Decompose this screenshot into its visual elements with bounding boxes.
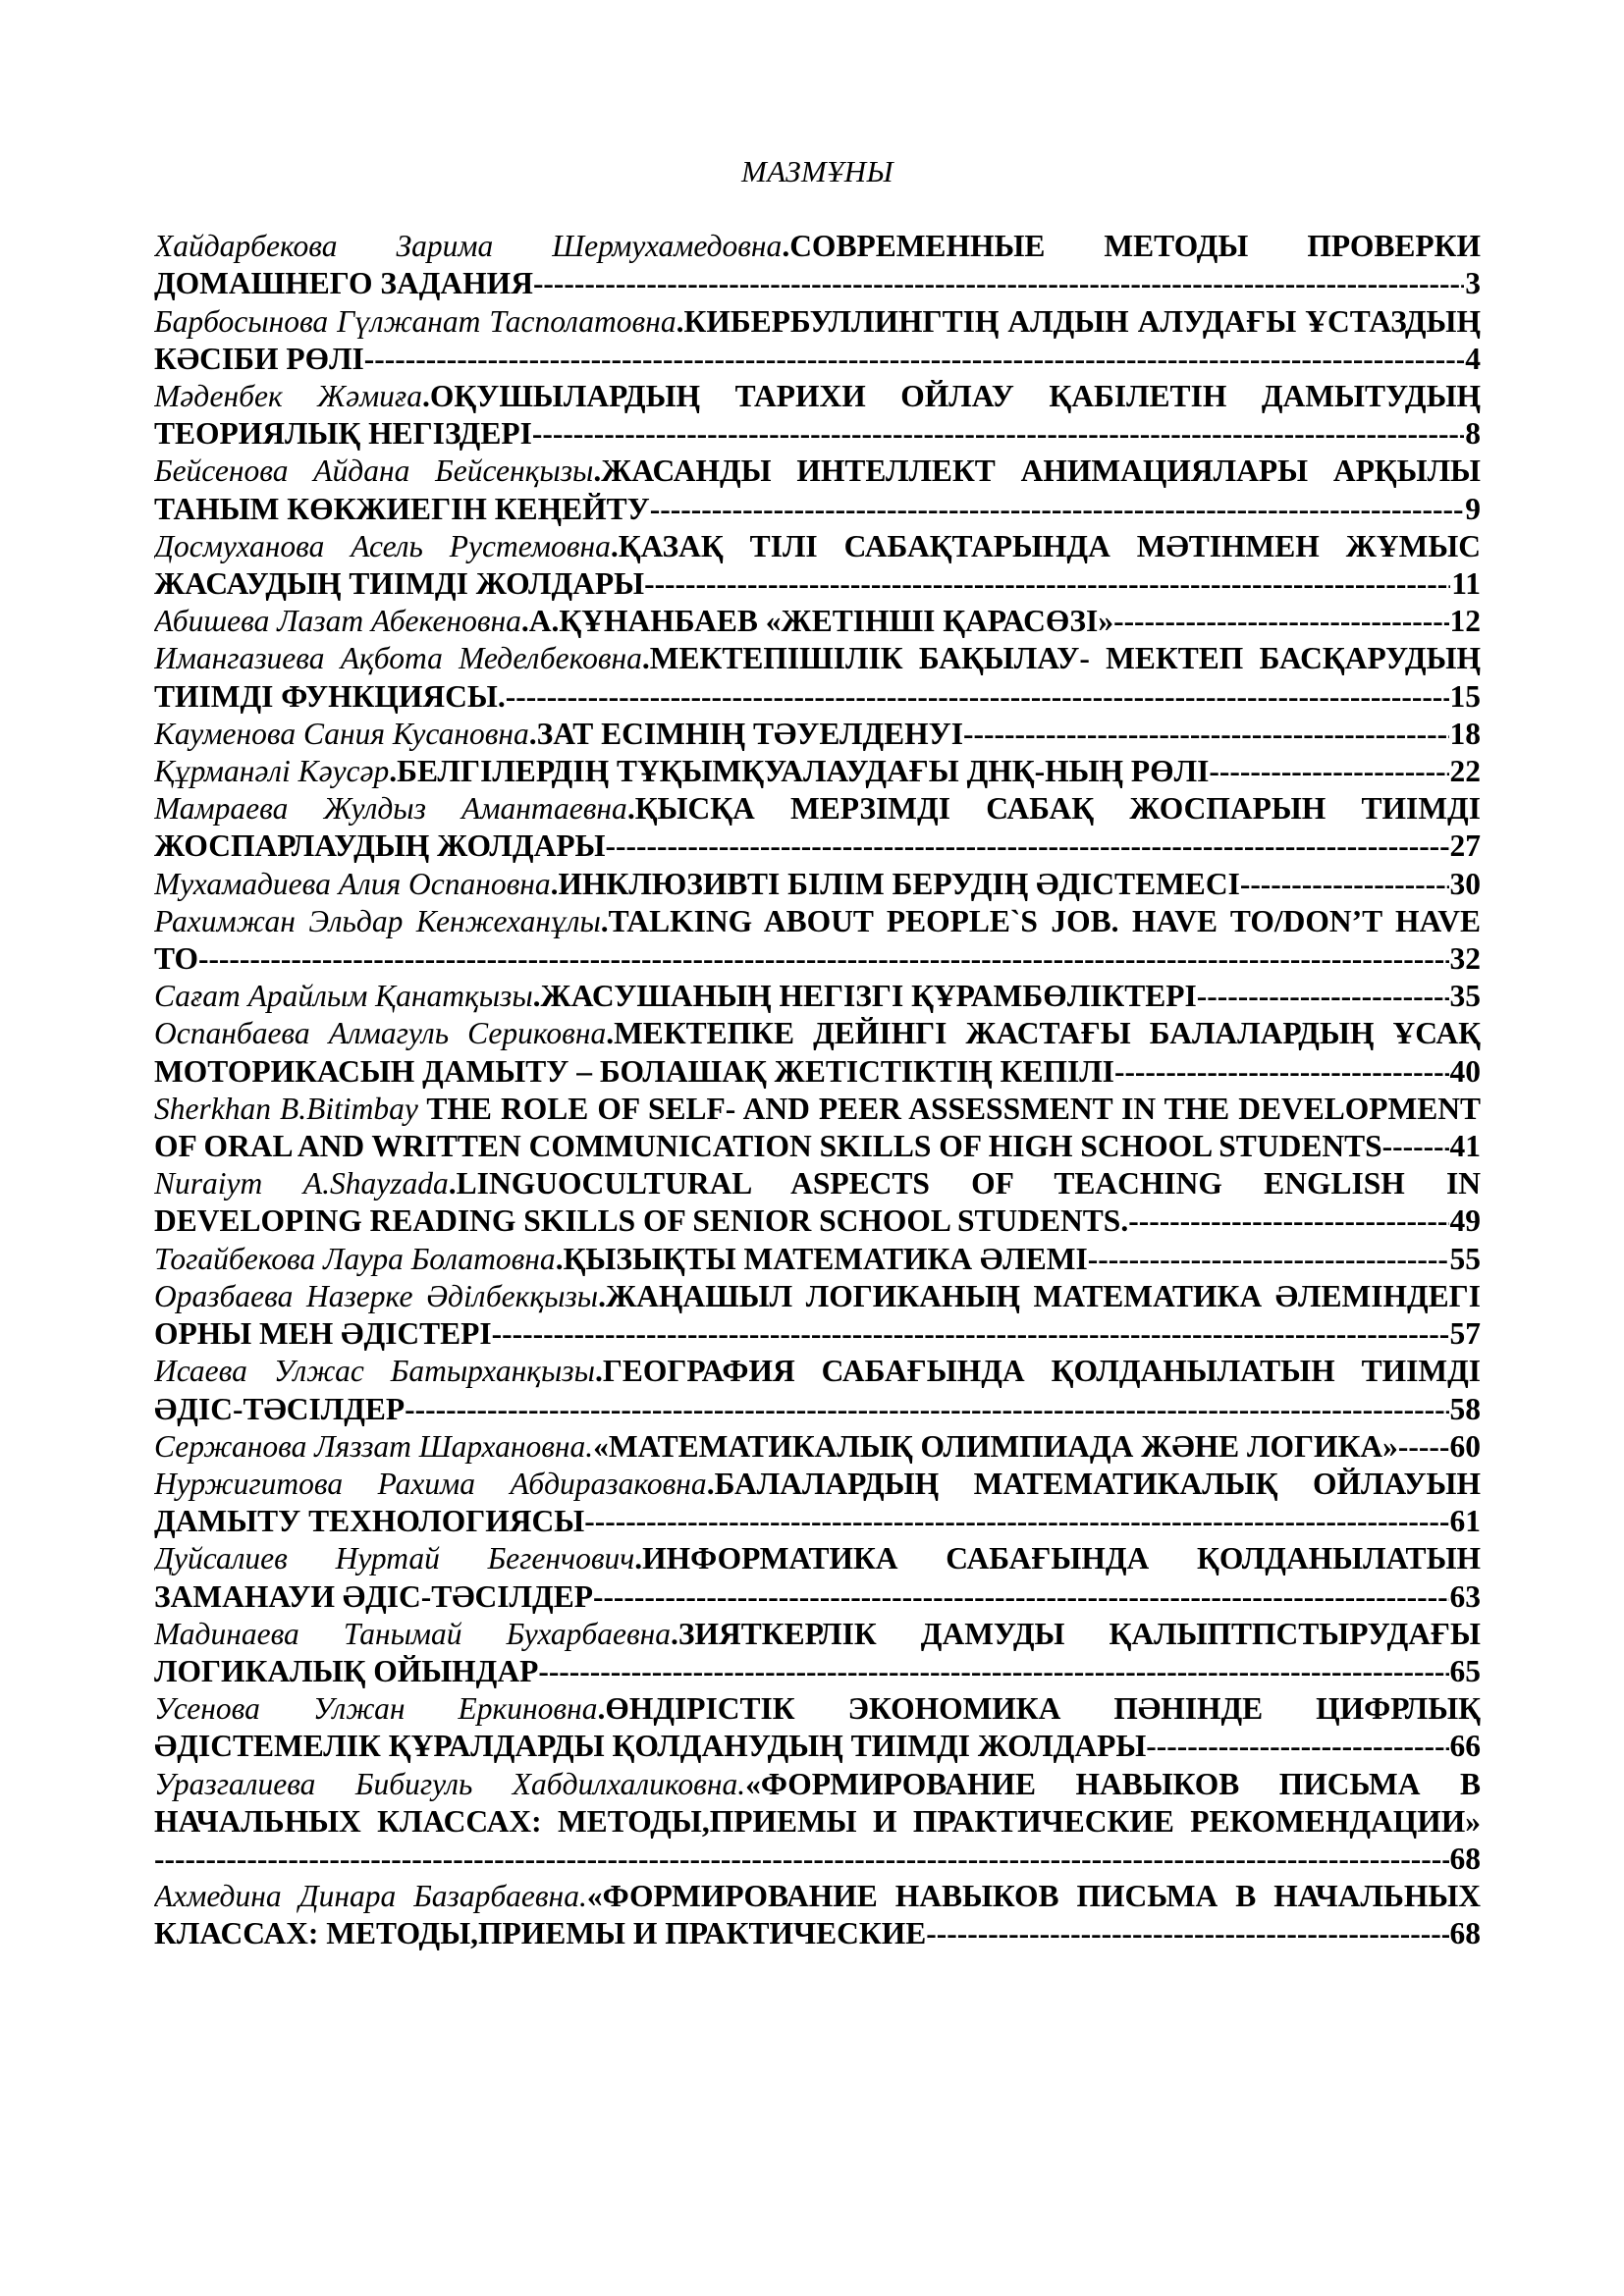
dash-leader [1197, 978, 1268, 1015]
toc-entry [154, 1165, 1481, 1240]
dash-leader [154, 1841, 225, 1878]
dash-leader [963, 716, 1034, 753]
entry-title: .МЕКТЕПІШІЛІК БАҚЫЛАУ- МЕКТЕП БАСҚАРУДЫҢ ТИІМДІ ФУНКЦИЯСЫ. [154, 641, 1481, 714]
entry-title: .ҚЫЗЫҚТЫ МАТЕМАТИКА ӘЛЕМІ [555, 1241, 1088, 1276]
entry-author: Nuraiym A.Shayzada [154, 1166, 449, 1201]
toc-entry [154, 228, 1481, 302]
table-of-contents [154, 228, 1481, 1952]
dash-leader [1128, 1202, 1199, 1240]
entry-author: Құрманәлі Кәусәр [154, 754, 390, 789]
toc-entry [154, 1091, 1481, 1165]
toc-entry [154, 603, 1481, 640]
toc-entry [154, 1690, 1481, 1765]
dash-leader [533, 265, 604, 302]
dash-leader [492, 1315, 563, 1353]
entry-author: Барбосынова Гүлжанат Тасполатовна [154, 303, 677, 339]
entry-author: Оспанбаева Алмагуль Сериковна [154, 1016, 607, 1051]
entry-page-number: 68 [1449, 1915, 1482, 1952]
entry-title: «ФОРМИРОВАНИЕ НАВЫКОВ ПИСЬМА В НАЧАЛЬНЫХ КЛАССАХ: МЕТОДЫ,ПРИЕМЫ И ПРАКТИЧЕСКИЕ РЕКОМЕНДАЦИИ» [154, 1766, 1481, 1839]
entry-title: .ЖАСАНДЫ ИНТЕЛЛЕКТ АНИМАЦИЯЛАРЫ АРҚЫЛЫ ТАНЫМ КӨКЖИЕГІН КЕҢЕЙТУ [154, 454, 1481, 526]
toc-entry [154, 1278, 1481, 1353]
entry-title: .ҚАЗАҚ ТІЛІ САБАҚТАРЫНДА МӘТІНМЕН ЖҰМЫС ЖАСАУДЫҢ ТИІМДІ ЖОЛДАРЫ [154, 528, 1481, 602]
toc-entry [154, 528, 1481, 603]
entry-page-number: 60 [1449, 1428, 1482, 1466]
toc-entry [154, 753, 1481, 790]
toc-entry [154, 1241, 1481, 1278]
dash-leader [926, 1915, 997, 1952]
page-title: МАЗМҰНЫ [741, 154, 893, 188]
toc-entry [154, 1428, 1481, 1466]
toc-entry [154, 790, 1481, 865]
toc-entry [154, 1616, 1481, 1690]
dash-leader [584, 1503, 655, 1540]
entry-page-number: 4 [1464, 341, 1481, 378]
entry-title: .КИБЕРБУЛЛИНГТІҢ АЛДЫН АЛУДАҒЫ ҰСТАЗДЫҢ КӘСІБИ РӨЛІ [154, 303, 1481, 376]
entry-author: Досмуханова Асель Рустемовна [154, 528, 611, 563]
toc-entry [154, 716, 1481, 753]
entry-page-number: 15 [1449, 678, 1482, 716]
entry-page-number: 30 [1449, 866, 1482, 903]
entry-page-number: 66 [1449, 1728, 1482, 1765]
entry-page-number: 61 [1449, 1503, 1482, 1540]
entry-page-number: 65 [1449, 1653, 1482, 1690]
entry-page-number: 58 [1449, 1391, 1482, 1428]
entry-page-number: 9 [1464, 491, 1481, 528]
entry-title: «ФОРМИРОВАНИЕ НАВЫКОВ ПИСЬМА В НАЧАЛЬНЫХ КЛАССАХ: МЕТОДЫ,ПРИЕМЫ И ПРАКТИЧЕСКИЕ [154, 1879, 1481, 1951]
entry-author: Уразгалиева Бибигуль Хабдилхаликовна. [154, 1766, 746, 1801]
entry-author: Бейсенова Айдана Бейсенқызы [154, 454, 594, 489]
dash-leader [1088, 1241, 1159, 1278]
entry-title: .TALKING ABOUT PEOPLE`S JOB. HAVE TO/DON’T HAVE TO [154, 903, 1481, 977]
entry-title: .СОВРЕМЕННЫЕ МЕТОДЫ ПРОВЕРКИ ДОМАШНЕГО ЗАДАНИЯ [154, 229, 1481, 301]
entry-title: «МАТЕМАТИКАЛЫҚ ОЛИМПИАДА ЖӘНЕ ЛОГИКА» [593, 1428, 1398, 1464]
entry-page-number: 55 [1449, 1241, 1482, 1278]
dash-leader [1146, 1728, 1217, 1765]
entry-page-number: 63 [1449, 1578, 1482, 1616]
entry-author: Оразбаева Назерке Әділбекқызы [154, 1278, 599, 1313]
entry-author: Хайдарбекова Зарима Шермухамедовна [154, 229, 783, 264]
entry-author: Sherkhan B.Bitimbay [154, 1091, 418, 1126]
entry-title: .ГЕОГРАФИЯ САБАҒЫНДА ҚОЛДАНЫЛАТЫН ТИІМДІ ӘДІС-ТӘСІЛДЕР [154, 1354, 1481, 1426]
entry-author: Имангазиева Ақбота Меделбековна [154, 641, 642, 676]
dash-leader [364, 341, 435, 378]
toc-entry [154, 1878, 1481, 1952]
dash-leader [532, 415, 603, 453]
entry-page-number: 22 [1449, 753, 1482, 790]
entry-title: .БАЛАЛАРДЫҢ МАТЕМАТИКАЛЫҚ ОЙЛАУЫН ДАМЫТУ ТЕХНОЛОГИЯСЫ [154, 1466, 1481, 1539]
toc-entry [154, 303, 1481, 378]
entry-page-number: 3 [1464, 265, 1481, 302]
entry-author: Мадинаева Танымай Бухарбаевна [154, 1616, 672, 1651]
entry-author: Сержанова Ляззат Шархановна. [154, 1428, 594, 1464]
entry-title: .А.ҚҰНАНБАЕВ «ЖЕТІНШІ ҚАРАСӨЗІ» [520, 604, 1114, 639]
entry-page-number: 57 [1449, 1315, 1482, 1353]
dash-leader [1382, 1128, 1453, 1165]
toc-entry [154, 1466, 1481, 1540]
entry-author: Сағат Арайлым Қанатқызы [154, 979, 533, 1014]
entry-page-number: 41 [1449, 1128, 1482, 1165]
entry-author: Мухамадиева Алия Оспановна [154, 866, 551, 901]
entry-author: Рахимжан Эльдар Кенжеханұлы [154, 903, 601, 938]
toc-entry [154, 903, 1481, 978]
toc-entry [154, 1353, 1481, 1427]
entry-page-number: 35 [1449, 978, 1482, 1015]
entry-title: .LINGUOCULTURAL ASPECTS OF TEACHING ENGLISH IN DEVELOPING READING SKILLS OF SENIOR SCHOOL STUDENTS. [154, 1166, 1481, 1239]
entry-title: .ЖАҢАШЫЛ ЛОГИКАНЫҢ МАТЕМАТИКА ӘЛЕМІНДЕГІ ОРНЫ МЕН ӘДІСТЕРІ [154, 1278, 1481, 1352]
toc-entry [154, 453, 1481, 527]
entry-title: .ОҚУШЫЛАРДЫҢ ТАРИХИ ОЙЛАУ ҚАБІЛЕТІН ДАМЫТУДЫҢ ТЕОРИЯЛЫҚ НЕГІЗДЕРІ [154, 379, 1481, 452]
entry-title: .ИНФОРМАТИКА САБАҒЫНДА ҚОЛДАНЫЛАТЫН ЗАМАНАУИ ӘДІС-ТӘСІЛДЕР [154, 1541, 1481, 1614]
entry-page-number: 8 [1464, 415, 1481, 453]
entry-title: .БЕЛГІЛЕРДІҢ ТҰҚЫМҚУАЛАУДАҒЫ ДНҚ-НЫҢ РӨЛІ [389, 754, 1210, 789]
toc-entry [154, 866, 1481, 903]
entry-page-number: 27 [1449, 828, 1482, 865]
toc-entry [154, 1766, 1481, 1879]
entry-author: Дуйсалиев Нуртай Бегенчович [154, 1541, 635, 1576]
toc-entry [154, 640, 1481, 715]
entry-author: Мамраева Жулдыз Амантаевна [154, 791, 627, 827]
dash-leader [1113, 603, 1184, 640]
dash-leader [644, 565, 715, 603]
entry-author: Абишева Лазат Абекеновна [154, 604, 521, 639]
entry-title: .ҚЫСҚА МЕРЗІМДІ САБАҚ ЖОСПАРЫН ТИІМДІ ЖОСПАРЛАУДЫҢ ЖОЛДАРЫ [154, 791, 1481, 864]
dash-leader [538, 1653, 609, 1690]
dash-leader [506, 678, 576, 716]
dash-leader [198, 940, 269, 978]
dash-leader [1240, 866, 1311, 903]
toc-entry [154, 978, 1481, 1015]
dash-leader [1114, 1053, 1185, 1091]
toc-entry [154, 1015, 1481, 1090]
dash-leader [606, 828, 677, 865]
entry-page-number: 49 [1449, 1202, 1482, 1240]
entry-title: .ЖАСУШАНЫҢ НЕГІЗГІ ҚҰРАМБӨЛІКТЕРІ [532, 979, 1197, 1014]
entry-page-number: 40 [1449, 1053, 1482, 1091]
toc-entry [154, 378, 1481, 453]
toc-entry [154, 1540, 1481, 1615]
entry-title: THE ROLE OF SELF- AND PEER ASSESSMENT IN THE DEVELOPMENT OF ORAL AND WRITTEN COMMUNICATION SKILLS OF HIGH SCHOOL STUDENTS [154, 1091, 1481, 1164]
document-page [154, 153, 1481, 1953]
entry-title: .ЗИЯТКЕРЛІК ДАМУДЫ ҚАЛЫПТПСТЫРУДАҒЫ ЛОГИКАЛЫҚ ОЙЫНДАР [154, 1616, 1481, 1688]
entry-title: .ӨНДІРІСТІК ЭКОНОМИКА ПӘНІНДЕ ЦИФРЛЫҚ ӘДІСТЕМЕЛІК ҚҰРАЛДАРДЫ ҚОЛДАНУДЫҢ ТИІМДІ ЖОЛДАРЫ [154, 1691, 1481, 1764]
entry-title: .ИНКЛЮЗИВТІ БІЛІМ БЕРУДІҢ ӘДІСТЕМЕСІ [550, 866, 1240, 901]
entry-author: Усенова Улжан Еркиновна [154, 1691, 598, 1727]
entry-page-number: 11 [1450, 565, 1481, 603]
dash-leader [1209, 753, 1279, 790]
dash-leader [593, 1578, 664, 1616]
entry-page-number: 18 [1449, 716, 1482, 753]
entry-page-number: 32 [1449, 940, 1482, 978]
entry-page-number: 68 [1449, 1841, 1482, 1878]
entry-author: Нуржигитова Рахима Абдиразаковна [154, 1466, 707, 1501]
entry-page-number: 12 [1449, 603, 1482, 640]
entry-title: .ЗАТ ЕСІМНІҢ ТӘУЕЛДЕНУІ [528, 716, 964, 751]
entry-author: Мәденбек Жәмиға [154, 379, 422, 414]
entry-title: .МЕКТЕПКЕ ДЕЙІНГІ ЖАСТАҒЫ БАЛАЛАРДЫҢ ҰСАҚ МОТОРИКАСЫН ДАМЫТУ – БОЛАШАҚ ЖЕТІСТІКТІҢ КЕПІЛІ [154, 1016, 1481, 1089]
entry-author: Ахмедина Динара Базарбаевна. [154, 1879, 587, 1914]
entry-author: Кауменова Сания Кусановна [154, 716, 529, 751]
dash-leader [405, 1391, 475, 1428]
dash-leader [650, 491, 721, 528]
entry-author: Исаева Улжас Батырханқызы [154, 1354, 595, 1389]
entry-author: Тогайбекова Лаура Болатовна [154, 1241, 556, 1276]
